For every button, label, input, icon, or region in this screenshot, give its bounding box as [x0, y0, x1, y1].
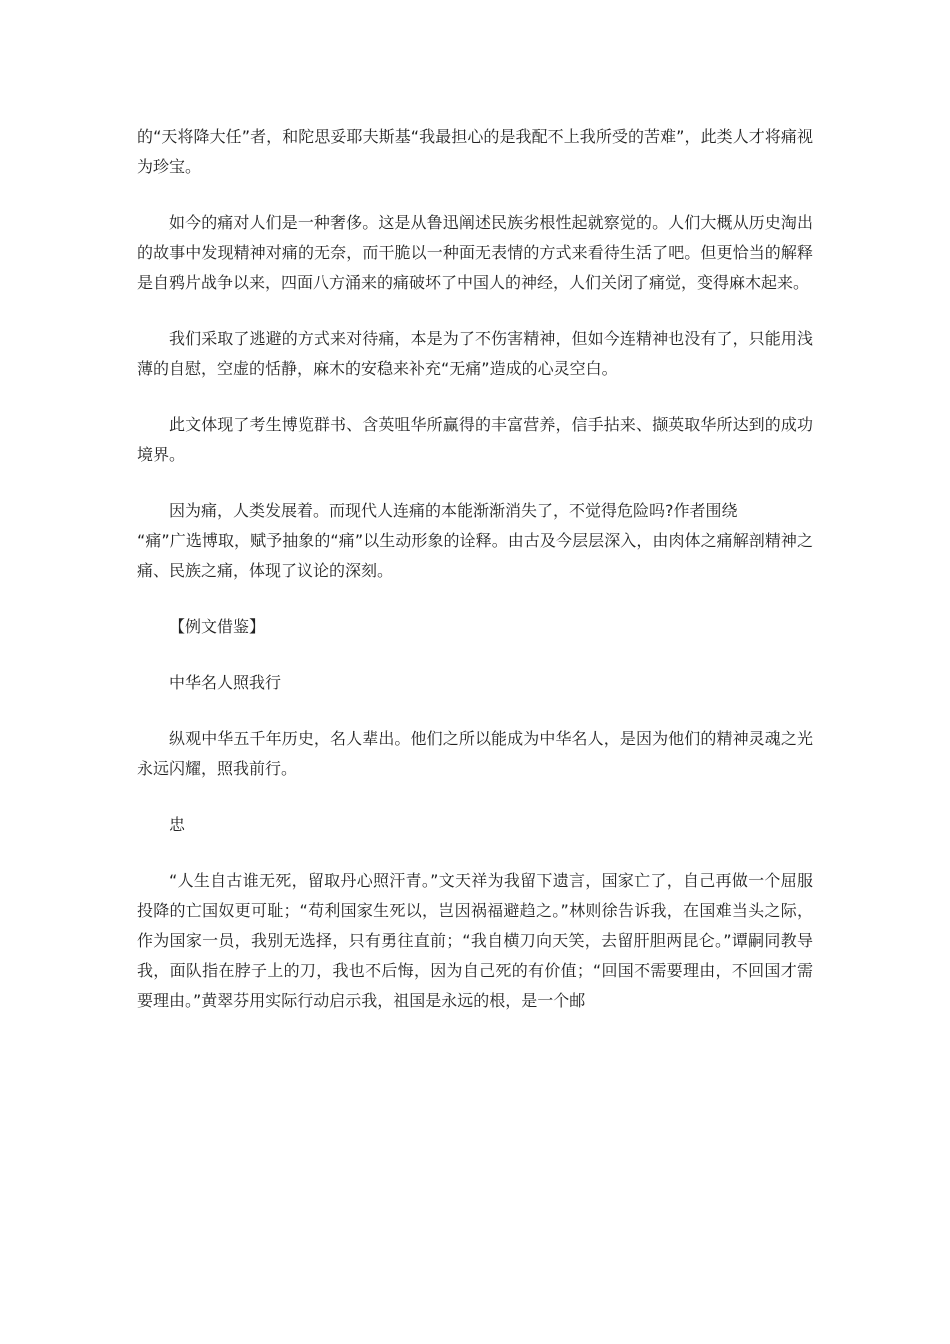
essay-title: 中华名人照我行 — [169, 673, 282, 692]
paragraph-luxury-of-pain: 如今的痛对人们是一种奢侈。这是从鲁迅阐述民族劣根性起就察觉的。人们大概从历史淘出的故事中发现精神对痛的无奈，而干脆以一种面无表情的方式来看待生活了吧。但更恰当的解释是自鸦片战争以来，四面八方涌来的痛破坏了中国人的神经，人们关闭了痛觉，变得麻木起来。 — [137, 213, 813, 292]
paragraph-loyalty: “人生自古谁无死，留取丹心照汗青。”文天祥为我留下遗言，国家亡了，自己再做一个屈服投降的亡国奴更可耻；“苟利国家生死以，岂因祸福避趋之。”林则徐告诉我，在国难当头之际，作为国家一员，我别无选择，只有勇往直前；“我自横刀向天笑，去留肝胆两昆仑。”谭嗣同教导我，面队指在脖子上的刀，我也不后悔，因为自己死的有价值；“回国不需要理由，不回国才需要理由。”黄翠芬用实际行动启示我，祖国是永远的根，是一个邮 — [137, 871, 813, 1010]
section-heading-example: 【例文借鉴】 — [169, 617, 266, 636]
subheading-loyalty: 忠 — [169, 815, 186, 834]
document-body — [137, 122, 813, 1042]
paragraph-intro: 纵观中华五千年历史，名人辈出。他们之所以能成为中华名人，是因为他们的精神灵魂之光永远闪耀，照我前行。 — [137, 729, 813, 778]
paragraph-escape: 我们采取了逃避的方式来对待痛，本是为了不伤害精神，但如今连精神也没有了，只能用浅薄的自慰，空虚的恬静，麻木的安稳来补充“无痛”造成的心灵空白。 — [137, 329, 813, 378]
paragraph-continuation: 的“天将降大任”者，和陀思妥耶夫斯基“我最担心的是我配不上我所受的苦难”，此类人才将痛视为珍宝。 — [137, 127, 813, 176]
paragraph-commentary-1: 此文体现了考生博览群书、含英咀华所赢得的丰富营养，信手拈来、撷英取华所达到的成功境界。 — [137, 415, 813, 464]
paragraph-commentary-2a: 因为痛，人类发展着。而现代人连痛的本能渐渐消失了，不觉得危险吗?作者围绕 — [169, 501, 738, 520]
paragraph-commentary-2b: “痛”广选博取，赋予抽象的“痛”以生动形象的诠释。由古及今层层深入，由肉体之痛解剖精神之痛、民族之痛，体现了议论的深刻。 — [137, 531, 813, 580]
